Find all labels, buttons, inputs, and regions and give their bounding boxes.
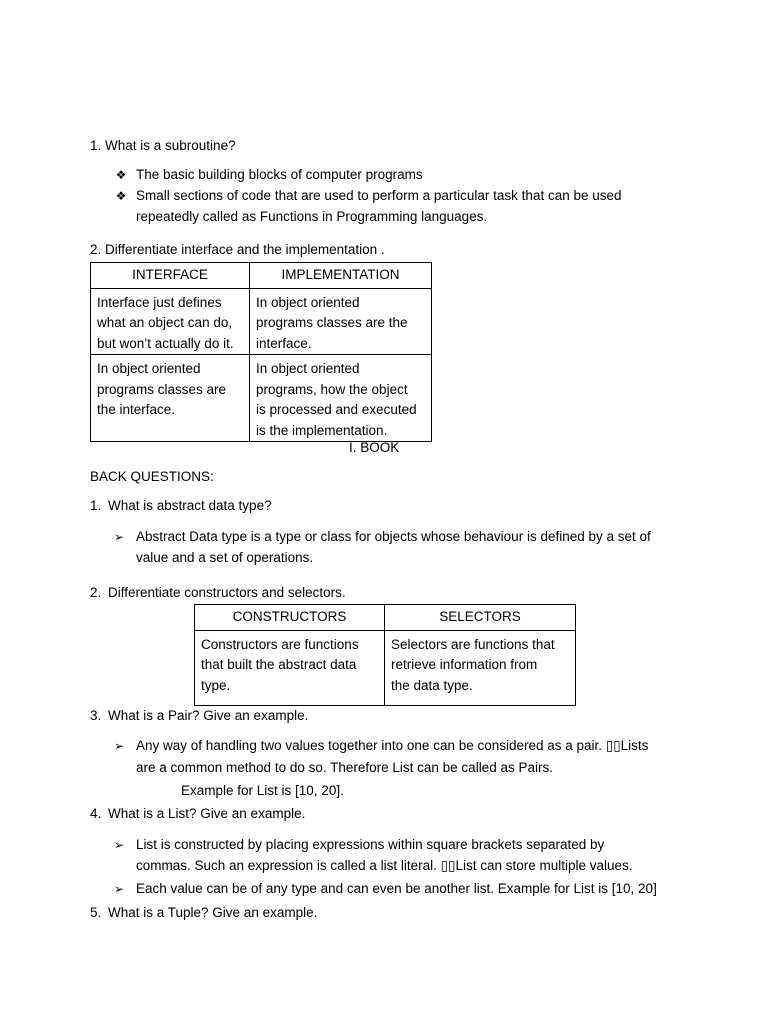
q1-bullet-2-line-2: repeatedly called as Functions in Programming languages.: [136, 209, 488, 224]
bq3-answer-line-2: are a common method to do so. Therefore List can be called as Pairs.: [136, 760, 553, 775]
section-heading: BACK QUESTIONS:: [90, 469, 214, 484]
column-header: INTERFACE: [91, 263, 250, 289]
arrow-bullet-icon: ➢: [113, 530, 125, 544]
constructors-selectors-table: [194, 604, 576, 706]
arrow-bullet-icon: ➢: [113, 838, 125, 852]
arrow-bullet-icon: ➢: [113, 882, 125, 896]
back-question-1-number: 1.: [90, 498, 102, 513]
table-cell: In object oriented programs classes are the interface.: [91, 355, 250, 442]
back-question-3-number: 3.: [90, 708, 102, 723]
back-question-5-number: 5.: [90, 905, 102, 920]
back-question-4-title: What is a List? Give an example.: [108, 806, 306, 821]
interface-implementation-table: [90, 262, 432, 442]
bq3-answer-line-1: Any way of handling two values together into one can be considered as a pair. ▯▯Lists: [136, 738, 649, 753]
table-header-row: [91, 263, 432, 289]
bq1-answer-line-2: value and a set of operations.: [136, 550, 314, 565]
table-row: [195, 630, 576, 705]
q1-bullet-2-line-1: Small sections of code that are used to perform a particular task that can be used: [136, 188, 622, 203]
table-row: [91, 288, 432, 355]
table-row: [91, 355, 432, 442]
arrow-bullet-icon: ➢: [113, 739, 125, 753]
question-1-title: 1. What is a subroutine?: [90, 138, 236, 153]
bq1-answer-line-1: Abstract Data type is a type or class for objects whose behaviour is defined by a set of: [136, 529, 651, 544]
table-cell: Interface just defines what an object can do, but won’t actually do it.: [91, 288, 250, 355]
back-question-4-number: 4.: [90, 806, 102, 821]
back-question-2-title: Differentiate constructors and selectors.: [108, 585, 346, 600]
back-question-5-title: What is a Tuple? Give an example.: [108, 905, 318, 920]
column-header: SELECTORS: [385, 605, 576, 631]
table-cell: In object oriented programs classes are the interface.: [250, 288, 432, 355]
table-cell: Selectors are functions that retrieve information from the data type.: [385, 630, 576, 705]
column-header: IMPLEMENTATION: [250, 263, 432, 289]
bq4-answer-1-line-1: List is constructed by placing expressions within square brackets separated by: [136, 837, 605, 852]
diamond-bullet-icon: ❖: [115, 168, 127, 182]
table-header-row: [195, 605, 576, 631]
diamond-bullet-icon: ❖: [115, 189, 127, 203]
bq4-answer-1-line-2: commas. Such an expression is called a list literal. ▯▯List can store multiple values.: [136, 858, 633, 873]
bq3-example: Example for List is [10, 20].: [181, 783, 344, 798]
column-header: CONSTRUCTORS: [195, 605, 385, 631]
section-label-book: I. BOOK: [349, 440, 400, 455]
back-question-1-title: What is abstract data type?: [108, 498, 272, 513]
back-question-2-number: 2.: [90, 585, 102, 600]
question-2-title: 2. Differentiate interface and the implementation .: [90, 242, 385, 257]
back-question-3-title: What is a Pair? Give an example.: [108, 708, 309, 723]
bq4-answer-2: Each value can be of any type and can even be another list. Example for List is [10, 20]: [136, 881, 657, 896]
table-cell: Constructors are functions that built the abstract data type.: [195, 630, 385, 705]
q1-bullet-1: The basic building blocks of computer programs: [136, 167, 423, 182]
table-cell: In object oriented programs, how the object is processed and executed is the implementation.: [250, 355, 432, 442]
